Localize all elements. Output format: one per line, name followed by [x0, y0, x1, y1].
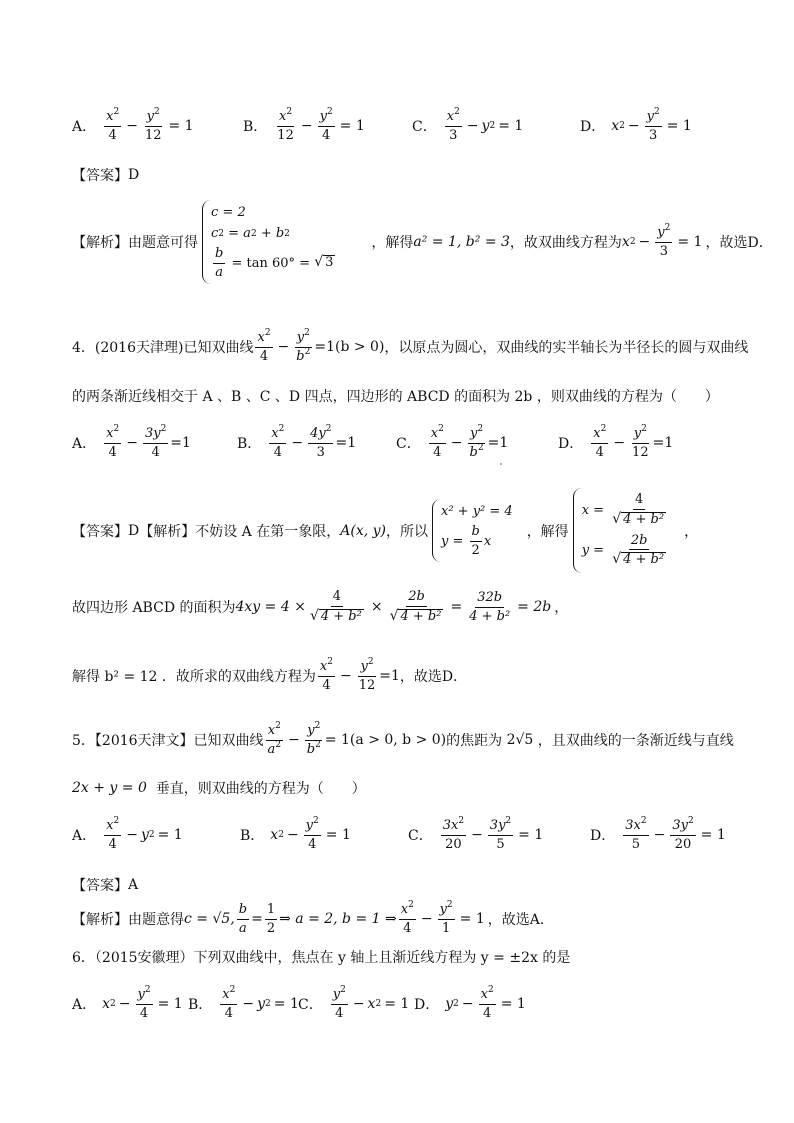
q5-option-c[interactable]: C． $\frac{3x^2}{20}$ − $\frac{3y^2}{5}$ = 1: [408, 816, 544, 852]
q4-stem-line2: 的两条渐近线相交于 A 、B 、C 、D 四点，四边形的 ABCD 的面积为 2b ，则双曲线的方程为（ ）: [72, 389, 719, 405]
q4-area: 故四边形 ABCD 的面积为 4xy = 4 × 4 √ 4 + b² × 2b √ 4 + b² = $\frac{32b}{\text{4 + b²}}$ = 2b ，: [72, 589, 569, 624]
q5-option-a[interactable]: A． $\frac{x^2}{4}$ − y 2 = 1: [72, 816, 183, 852]
q4-option-b[interactable]: B． $\frac{x^2}{4}$ − $\frac{4y^2}{3}$ =1: [237, 424, 357, 460]
q3-option-c[interactable]: C． $\frac{x^2}{3}$ − y 2 = 1: [412, 107, 524, 143]
q5-stem-line2: 2x + y = 0 垂直，则双曲线的方程为（ ）: [72, 780, 366, 797]
q4-option-d[interactable]: D． $\frac{x^2}{4}$ − $\frac{y^2}{12}$ =1: [558, 424, 674, 460]
q6-option-d[interactable]: D． y 2 − $\frac{x^2}{4}$ = 1: [414, 985, 526, 1021]
q6-option-a[interactable]: A． x 2 − $\frac{y^2}{4}$ = 1: [72, 985, 183, 1021]
q5-analysis: 【解析】 由题意得 c = √5, $\frac{b}{a}$ = $\frac{1}{2}$ ⇒ a = 2, b = 1 ⇒ $\frac{x^2}{4}$ − $\frac{y^2}{1}$ = 1 ，故选A．: [72, 900, 554, 936]
q5-option-b[interactable]: B． x 2 − $\frac{y^2}{4}$ = 1: [240, 816, 351, 852]
q4-option-c[interactable]: C． $\frac{x^2}{4}$ − $\frac{y^2}{b^2}$ =1: [396, 424, 509, 460]
q4-stem: 4．(2016天津理)已知双曲线 $\frac{x^2}{4}$ − $\frac{y^2}{b^2}$ =1(b > 0) ，以原点为圆心，双曲线的实半轴长为半径长的圆与双曲线: [72, 328, 749, 364]
q3-answer: 【答案】 D: [72, 167, 140, 184]
stray-dot: [500, 463, 502, 465]
q5-answer: 【答案】 A: [72, 877, 139, 894]
q6-option-c[interactable]: C． $\frac{y^2}{4}$ − x 2 = 1: [298, 985, 410, 1021]
q3-option-a[interactable]: A． $\frac{x^2}{4}$ − $\frac{y^2}{12}$ = 1: [72, 107, 194, 143]
q6-option-b[interactable]: B． $\frac{x^2}{4}$ − y 2 = 1: [188, 985, 299, 1021]
q4-solution-system: x = 4 √ 4 + b² y = 2b √ 4 + b²: [573, 488, 676, 573]
q4-option-a[interactable]: A． $\frac{x^2}{4}$ − $\frac{3y^2}{4}$ =1: [72, 424, 191, 460]
q5-stem: 5．【2016天津文】已知双曲线 $\frac{x^2}{a^2}$ − $\frac{y^2}{b^2}$ = 1(a > 0, b > 0) 的焦距为 2√5 ，且双曲线的一条渐近线与直线: [72, 721, 734, 757]
q4-solve: 解得 b² = 12 ．故所求的双曲线方程为 $\frac{x^2}{4}$ − $\frac{y^2}{12}$ =1 ，故选D．: [72, 657, 468, 693]
q6-stem: 6．（2015安徽理）下列双曲线中，焦点在 y 轴上且渐近线方程为 y = ±2x 的是: [72, 950, 571, 966]
q5-option-d[interactable]: D． $\frac{3x^2}{5}$ − $\frac{3y^2}{20}$ = 1: [590, 816, 726, 852]
q3-option-b[interactable]: B． $\frac{x^2}{12}$ − $\frac{y^2}{4}$ = 1: [243, 107, 365, 143]
q3-analysis: 【解析】 由题意可得 c = 2 c 2 = a 2 + b 2 $\frac{b}{a}$ = tan 60° = √ 3 ，解得 a² = 1, b² = 3 ，故双曲线方程为 x 2 − $\frac{y^2}{3}$ = 1 ，故选D．: [72, 200, 773, 284]
q4-answer: 【答案】 D 【解析】 不妨设 A 在第一象限， A(x, y) ，所以 x² + y² = 4 y = $\frac{b}{2}$ x ，解得 x = 4 √ 4 + b² y = 2b √ 4 + b² ，: [72, 488, 698, 573]
q3-equation-system: c = 2 c 2 = a 2 + b 2 $\frac{b}{a}$ = tan 60° = √ 3: [202, 200, 341, 284]
q3-option-d[interactable]: D． x 2 − $\frac{y^2}{3}$ = 1: [580, 107, 692, 143]
q4-equation-system: x² + y² = 4 y = $\frac{b}{2}$ x: [432, 499, 519, 562]
